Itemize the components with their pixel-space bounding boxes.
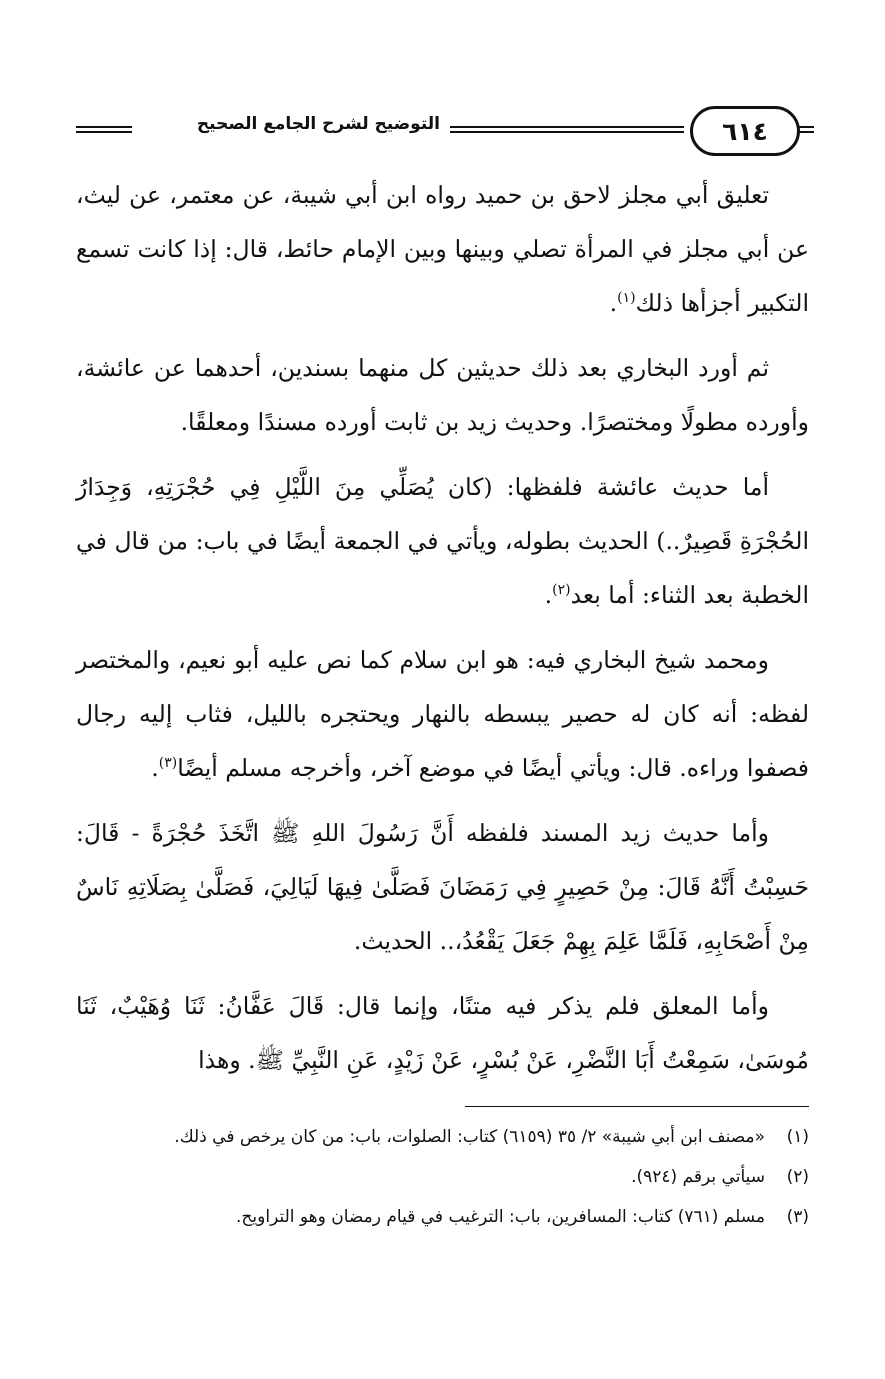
footnote-number: (١) [786,1127,809,1147]
paragraph-text: ثم أورد البخاري بعد ذلك حديثين كل منهما بسندين، أحدهما عن عائشة، وأورده مطولًا ومختصرًا. وحديث زيد بن ثابت أورده مسندًا ومعلقًا. [76,354,809,436]
paragraph [76,806,809,968]
footnote-text: مسلم (٧٦١) كتاب: المسافرين، باب: الترغيب في قيام رمضان وهو التراويح. [236,1207,765,1227]
paragraph [76,460,809,622]
paragraph-text: وأما المعلق فلم يذكر فيه متنًا، وإنما قال: قَالَ عَفَّانُ: ثَنَا وُهَيْبٌ، ثَنَا مُوسَىٰ، سَمِعْتُ أَبَا النَّضْرِ، عَنْ بُسْرٍ، عَنْ زَيْدٍ، عَنِ النَّبِيِّ ﷺ. وهذا [76,992,809,1074]
paragraph-tail: . [544,581,553,609]
main-text [76,168,809,1098]
page-number: ٦١٤ [690,106,800,156]
footnote-marker[interactable]: (٢) [552,582,571,599]
paragraph-text: وأما حديث زيد المسند فلفظه أَنَّ رَسُولَ اللهِ ﷺ اتَّخَذَ حُجْرَةً - قَالَ: حَسِبْتُ أَنَّهُ قَالَ: مِنْ حَصِيرٍ فِي رَمَضَانَ فَصَلَّىٰ فِيهَا لَيَالِيَ، فَصَلَّىٰ بِصَلَاتِهِ نَاسٌ مِنْ أَصْحَابِهِ، فَلَمَّا عَلِمَ بِهِمْ جَعَلَ يَقْعُدُ،.. الحديث. [76,819,809,955]
footnote-number: (٢) [786,1167,809,1187]
footnote-text: سيأتي برقم (٩٢٤). [631,1167,765,1187]
header-rule-middle [450,126,684,133]
footnote [76,1120,809,1154]
footnotes [76,1120,809,1240]
footnote [76,1200,809,1234]
page-header [76,102,814,160]
footnote-text: «مصنف ابن أبي شيبة» ٢/ ٣٥ (٦١٥٩) كتاب: الصلوات، باب: من كان يرخص في ذلك. [174,1127,765,1147]
footnote [76,1160,809,1194]
header-rule-left [76,126,132,133]
paragraph [76,633,809,795]
footnote-marker[interactable]: (٣) [158,755,178,772]
header-rule-right [798,126,814,133]
paragraph-tail: . [609,289,618,317]
footnote-separator [465,1106,809,1107]
paragraph-text: تعليق أبي مجلز لاحق بن حميد رواه ابن أبي شيبة، عن معتمر، عن ليث، عن أبي مجلز في المرأة تصلي وبينها وبين الإمام حائط، قال: إذا كانت تسمع التكبير أجزأها ذلك [76,181,809,317]
running-title: التوضيح لشرح الجامع الصحيح [196,114,440,134]
paragraph-text: أما حديث عائشة فلفظها: (كان يُصَلِّي مِنَ اللَّيْلِ فِي حُجْرَتِهِ، وَجِدَارُ الحُجْرَةِ قَصِيرٌ..) الحديث بطوله، ويأتي في الجمعة أيضًا في باب: من قال في الخطبة بعد الثناء: أما بعد [76,473,809,609]
paragraph-tail: . [151,754,159,782]
paragraph-text: ومحمد شيخ البخاري فيه: هو ابن سلام كما نص عليه أبو نعيم، والمختصر لفظه: أنه كان له حصير يبسطه بالنهار ويحتجره بالليل، فثاب إليه رجال فصفوا وراءه. قال: ويأتي أيضًا في موضع آخر، وأخرجه مسلم أيضًا [76,646,809,782]
paragraph [76,168,809,330]
paragraph [76,979,809,1087]
paragraph [76,341,809,449]
footnote-marker[interactable]: (١) [617,290,636,307]
footnote-number: (٣) [786,1207,809,1227]
